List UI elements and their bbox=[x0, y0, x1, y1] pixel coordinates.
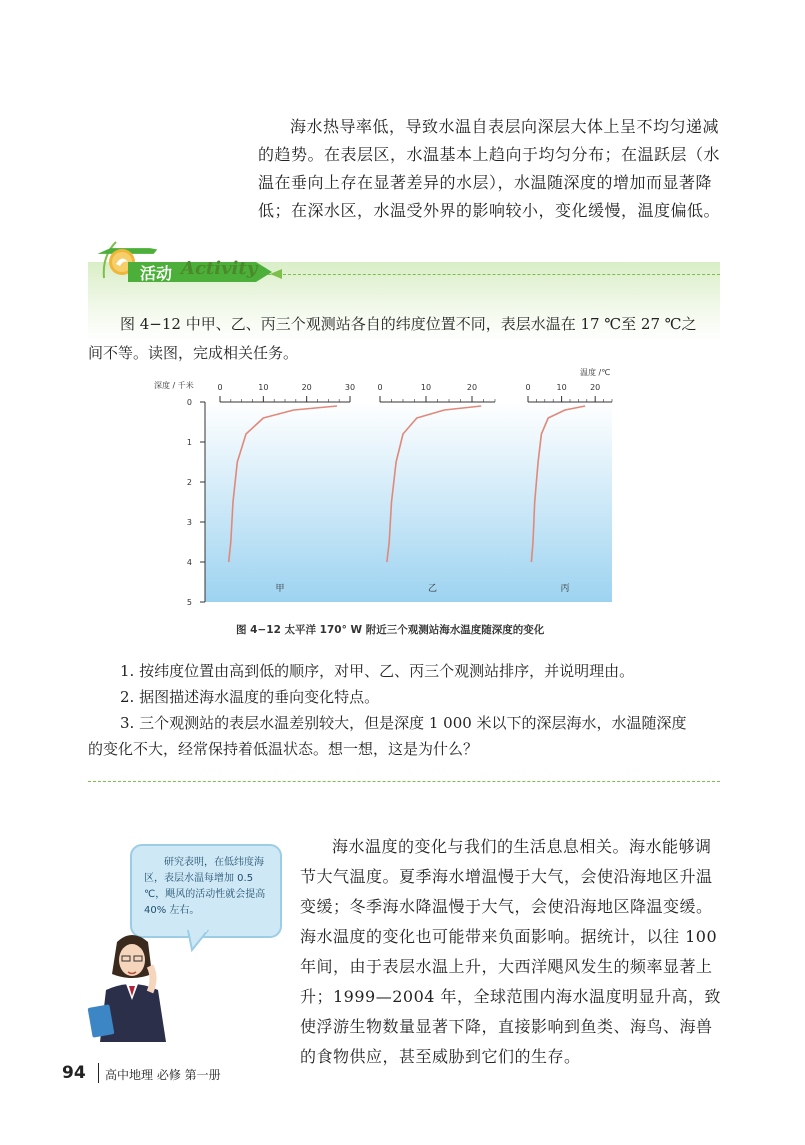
figure-4-12 bbox=[140, 360, 630, 610]
y-tick-label: 4 bbox=[186, 558, 192, 567]
x-axis-label: 温度 /℃ bbox=[580, 368, 611, 377]
x-tick-label: 0 bbox=[525, 383, 531, 392]
water-background bbox=[205, 402, 612, 602]
arrow-left-icon bbox=[268, 267, 284, 281]
x-tick-label: 0 bbox=[377, 383, 383, 392]
activity-top-divider bbox=[268, 274, 720, 275]
x-tick-label: 0 bbox=[217, 383, 223, 392]
y-tick-label: 5 bbox=[186, 598, 192, 607]
x-tick-label: 20 bbox=[301, 383, 312, 392]
footer-separator bbox=[98, 1063, 99, 1083]
panel-label: 乙 bbox=[427, 584, 438, 594]
activity-bottom-divider bbox=[88, 781, 720, 782]
activity-title: 活动 bbox=[140, 264, 173, 283]
teacher-illustration bbox=[82, 930, 182, 1042]
panel-label: 丙 bbox=[560, 584, 570, 594]
bubble-text: 研究表明，在低纬度海区，表层水温每增加 0.5 ℃，飓风的活动性就会提高 40% 左右。 bbox=[144, 857, 266, 916]
x-tick-label: 10 bbox=[556, 383, 567, 392]
figure-caption: 图 4−12 太平洋 170° W 附近三个观测站海水温度随深度的变化 bbox=[236, 624, 545, 636]
y-tick-label: 1 bbox=[186, 438, 192, 447]
page-number: 94 bbox=[62, 1063, 86, 1083]
intro-paragraph: 海水热导率低，导致水温自表层向深层大体上呈不均匀递减的趋势。在表层区，水温基本上趋向于均匀分布；在温跃层（水温在垂向上存在显著差异的水层），水温随深度的增加而显著降低；在深水区，水温受外界的影响较小，变化缓慢，温度偏低。 bbox=[258, 117, 721, 220]
panel-label: 甲 bbox=[275, 584, 285, 594]
activity-title-en: Activity bbox=[181, 258, 258, 279]
y-tick-label: 0 bbox=[186, 398, 192, 407]
x-tick-label: 20 bbox=[466, 383, 478, 392]
book-title: 高中地理 必修 第一册 bbox=[105, 1068, 221, 1082]
bubble-tail bbox=[186, 930, 216, 952]
x-tick-label: 20 bbox=[590, 383, 601, 392]
task-2: 2. 据图描述海水温度的垂向变化特点。 bbox=[120, 688, 380, 706]
y-axis-label: 深度 / 千米 bbox=[154, 381, 194, 390]
y-tick-label: 2 bbox=[186, 478, 192, 487]
task-1: 1. 按纬度位置由高到低的顺序，对甲、乙、丙三个观测站排序，并说明理由。 bbox=[120, 662, 635, 680]
x-tick-label: 10 bbox=[420, 383, 432, 392]
x-tick-label: 10 bbox=[258, 383, 269, 392]
activity-intro: 图 4−12 中甲、乙、丙三个观测站各自的纬度位置不同，表层水温在 17 ℃至 27 ℃之间不等。读图，完成相关任务。 bbox=[88, 315, 697, 362]
task-3: 3. 三个观测站的表层水温差别较大，但是深度 1 000 米以下的深层海水，水温随深度的变化不大，经常保持着低温状态。想一想，这是为什么？ bbox=[88, 714, 687, 758]
x-tick-label: 30 bbox=[344, 383, 356, 392]
y-tick-label: 3 bbox=[186, 518, 192, 527]
bottom-paragraph: 海水温度的变化与我们的生活息息相关。海水能够调节大气温度。夏季海水增温慢于大气，会使沿海地区升温变缓；冬季海水降温慢于大气，会使沿海地区降温变缓。海水温度的变化也可能带来负面影响。据统计，以往 100 年间，由于表层水温上升，大西洋飓风发生的频率显著上升；1999—2004 年，全球范围内海水温度明显升高，致使浮游生物数量显著下降，直接影响到鱼类、海鸟、海兽的食物供应，甚至威胁到它们的生存。 bbox=[300, 837, 722, 1066]
